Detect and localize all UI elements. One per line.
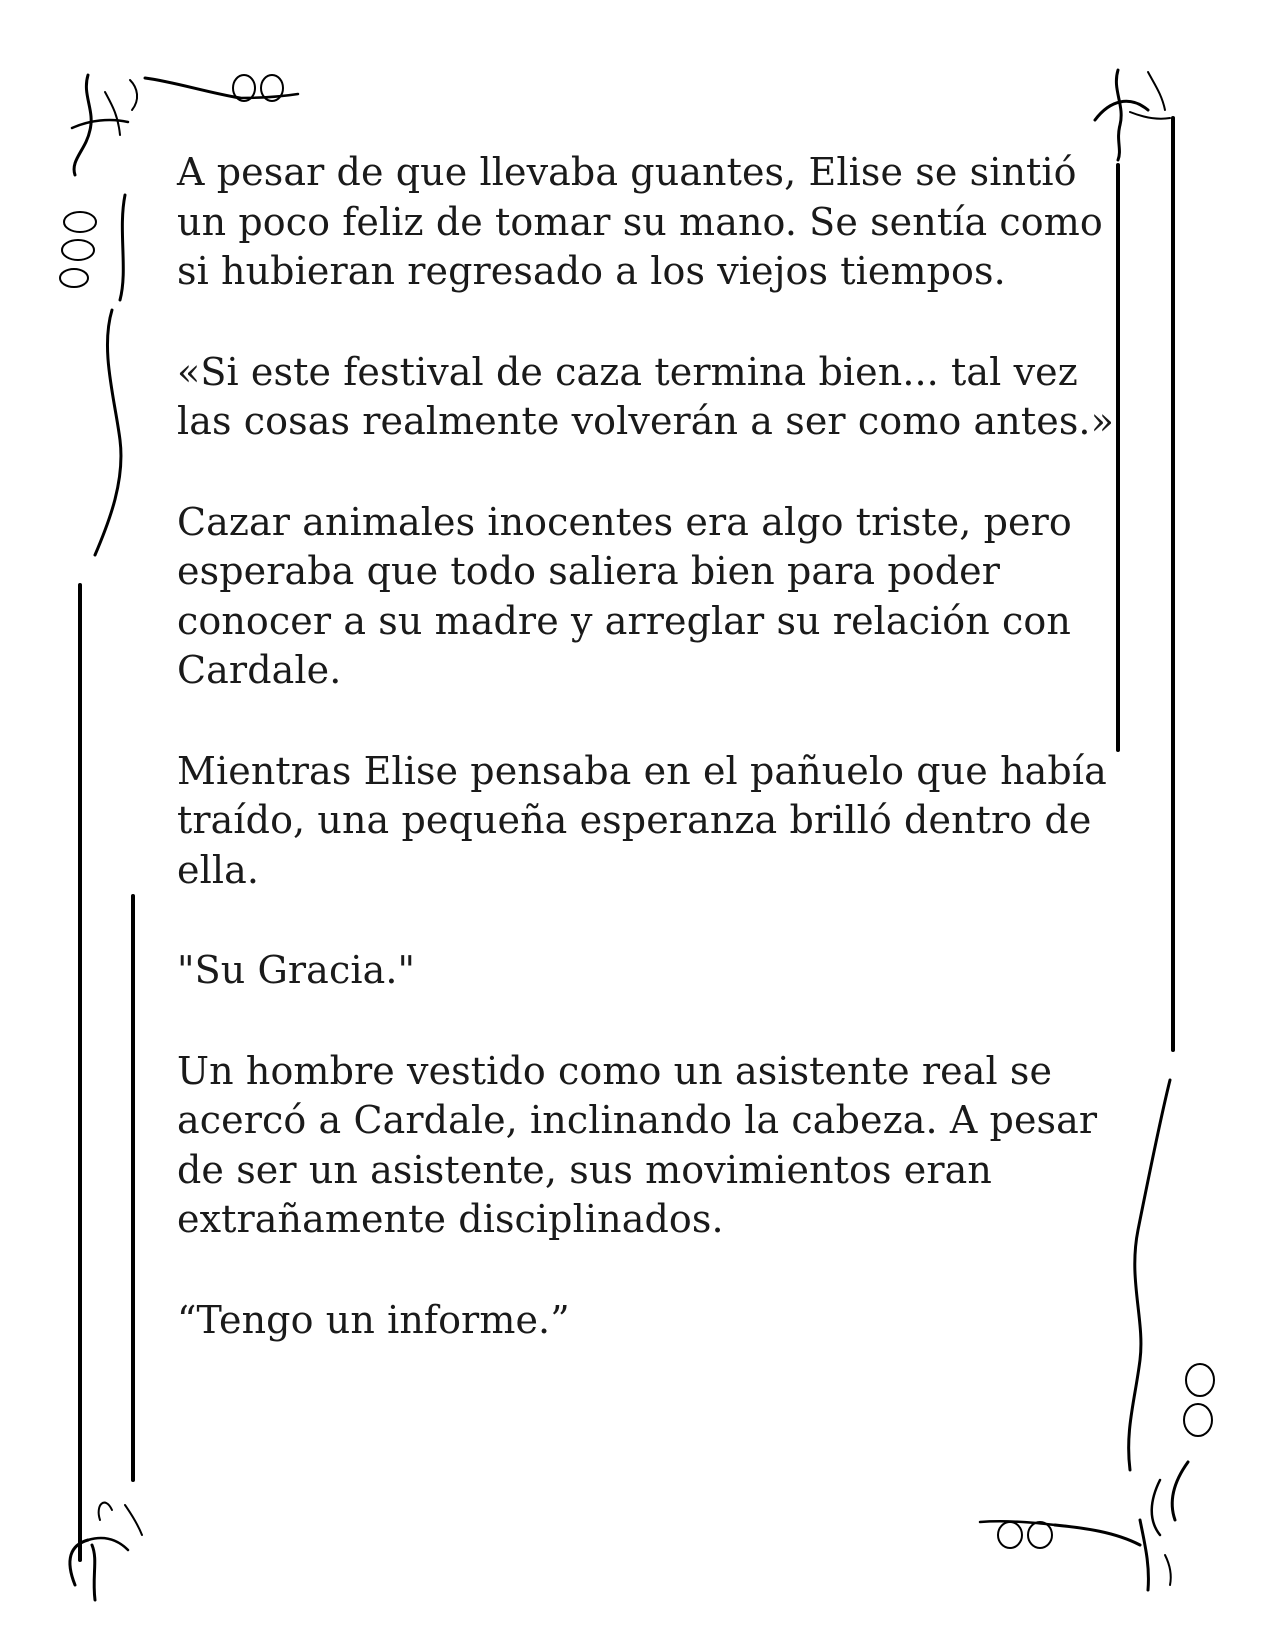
paragraph-7: “Tengo un informe.” bbox=[177, 1297, 570, 1342]
paragraph-6: Un hombre vestido como un asistente real se acercó a Cardale, inclinando la cabeza. A pesar de ser un asistente, sus movimientos eran extrañamente disciplinados. bbox=[177, 1048, 1098, 1241]
paragraph-1: A pesar de que llevaba guantes, Elise se sintió un poco feliz de tomar su mano. Se sentía como si hubieran regresado a los viejos tiempos. bbox=[177, 150, 1103, 293]
paragraph-5: "Su Gracia." bbox=[177, 948, 416, 992]
story-text bbox=[177, 148, 1117, 1396]
paragraph-2: «Si este festival de caza termina bien... tal vez las cosas realmente volverán a ser como antes.» bbox=[177, 349, 1114, 443]
paragraph-3: Cazar animales inocentes era algo triste, pero esperaba que todo saliera bien para poder conocer a su madre y arreglar su relación con Cardale. bbox=[177, 499, 1072, 692]
paragraph-4: Mientras Elise pensaba en el pañuelo que había traído, una pequeña esperanza brilló dentro de ella. bbox=[177, 748, 1107, 892]
